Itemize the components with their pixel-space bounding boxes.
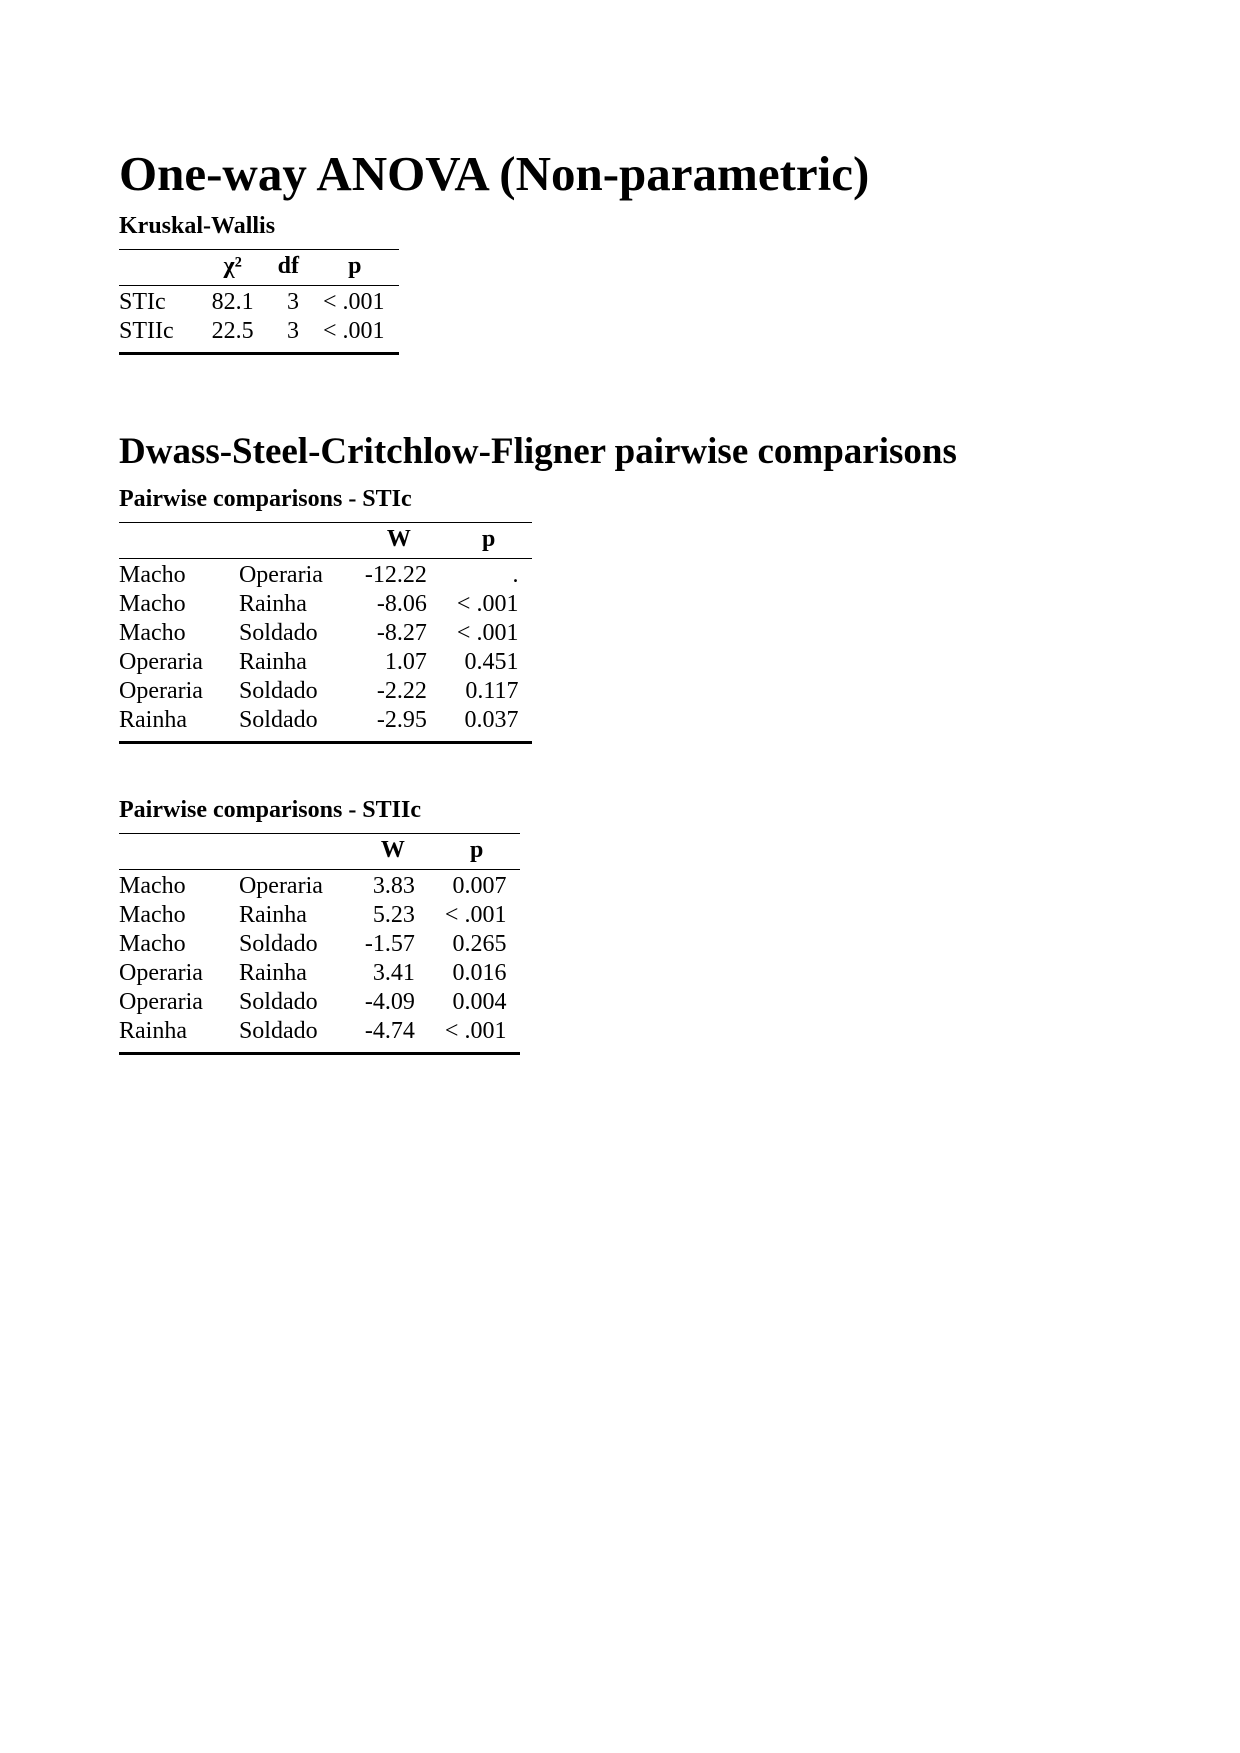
p-value-cell: . [512, 562, 519, 588]
chi-squared-cell: 82.1 [211, 289, 254, 315]
w-statistic-cell: -2.95 [376, 707, 427, 733]
group-1-cell: Operaria [119, 989, 203, 1015]
group-1-cell: Macho [119, 562, 186, 588]
pairwise-stiic-table [119, 833, 520, 1055]
group-1-cell: Operaria [119, 960, 203, 986]
p-value-cell: 0.117 [465, 678, 519, 704]
pairwise-stiic-caption: Pairwise comparisons - STIIc [119, 797, 421, 823]
chi-squared-cell: 22.5 [211, 318, 254, 344]
header-cell-p: p [348, 253, 362, 279]
group-1-cell: Macho [119, 591, 186, 617]
dscf-title: Dwass-Steel-Critchlow-Fligner pairwise comparisons [119, 431, 957, 472]
w-statistic-cell: 3.83 [372, 873, 415, 899]
kruskal-wallis-table [119, 249, 399, 355]
group-2-cell: Rainha [238, 960, 307, 986]
table-row [119, 930, 520, 959]
group-2-cell: Soldado [238, 620, 318, 646]
group-2-cell: Rainha [238, 649, 307, 675]
table-row [119, 870, 520, 902]
w-statistic-cell: 1.07 [384, 649, 427, 675]
header-cell [119, 250, 200, 286]
p-value-cell: 0.037 [464, 707, 519, 733]
w-statistic-cell: -4.74 [364, 1018, 415, 1044]
p-value-cell: < .001 [456, 620, 519, 646]
group-2-cell: Soldado [238, 678, 318, 704]
group-2-cell: Soldado [238, 707, 318, 733]
w-statistic-cell: -8.27 [376, 620, 427, 646]
pairwise-stic-caption: Pairwise comparisons - STIc [119, 486, 412, 512]
header-cell-p: p [482, 526, 496, 552]
group-1-cell: Rainha [119, 707, 187, 733]
p-value-cell: 0.016 [452, 960, 507, 986]
header-cell-df: df [277, 253, 299, 279]
table-row [119, 286, 399, 318]
p-value-cell: 0.007 [452, 873, 507, 899]
header-cell [119, 523, 227, 559]
header-cell [227, 834, 353, 870]
group-2-cell: Rainha [238, 902, 307, 928]
group-2-cell: Soldado [238, 931, 318, 957]
pairwise-stic-table [119, 522, 532, 744]
group-2-cell: Operaria [238, 873, 323, 899]
w-statistic-cell: -12.22 [364, 562, 427, 588]
p-value-cell: 0.451 [464, 649, 519, 675]
kruskal-wallis-caption: Kruskal-Wallis [119, 213, 276, 239]
table-row [119, 648, 532, 677]
table-row [119, 559, 532, 591]
header-cell-chi-squared: χ² [223, 253, 242, 279]
w-statistic-cell: 5.23 [372, 902, 415, 928]
group-1-cell: Macho [119, 873, 186, 899]
group-1-cell: Macho [119, 931, 186, 957]
table-row [119, 901, 520, 930]
table-row [119, 317, 399, 354]
header-cell-w: W [380, 837, 405, 863]
w-statistic-cell: -2.22 [376, 678, 427, 704]
table-header-row [119, 250, 399, 286]
group-1-cell: Macho [119, 902, 186, 928]
table-row [119, 959, 520, 988]
group-2-cell: Operaria [238, 562, 323, 588]
group-2-cell: Soldado [238, 989, 318, 1015]
main-title: One-way ANOVA (Non-parametric) [119, 146, 870, 201]
p-value-cell: < .001 [444, 1018, 507, 1044]
w-statistic-cell: -8.06 [376, 591, 427, 617]
group-1-cell: Operaria [119, 649, 203, 675]
p-value-cell: < .001 [444, 902, 507, 928]
table-row [119, 988, 520, 1017]
variable-cell: STIIc [119, 318, 174, 344]
p-value-cell: 0.265 [452, 931, 507, 957]
table-row [119, 677, 532, 706]
table-header-row [119, 834, 520, 870]
table-row [119, 1017, 520, 1054]
w-statistic-cell: -4.09 [364, 989, 415, 1015]
header-cell-w: W [386, 526, 411, 552]
header-cell-p: p [470, 837, 484, 863]
w-statistic-cell: 3.41 [372, 960, 415, 986]
table-header-row [119, 523, 532, 559]
p-value-cell: 0.004 [452, 989, 507, 1015]
group-2-cell: Rainha [238, 591, 307, 617]
group-1-cell: Operaria [119, 678, 203, 704]
p-value-cell: < .001 [323, 318, 385, 344]
table-row [119, 619, 532, 648]
p-value-cell: < .001 [323, 289, 385, 315]
group-1-cell: Macho [119, 620, 186, 646]
header-cell [119, 834, 227, 870]
header-cell [227, 523, 353, 559]
table-row [119, 590, 532, 619]
group-2-cell: Soldado [238, 1018, 318, 1044]
w-statistic-cell: -1.57 [364, 931, 415, 957]
variable-cell: STIc [119, 289, 166, 315]
group-1-cell: Rainha [119, 1018, 187, 1044]
p-value-cell: < .001 [456, 591, 519, 617]
df-cell: 3 [287, 318, 299, 344]
df-cell: 3 [287, 289, 299, 315]
table-row [119, 706, 532, 743]
